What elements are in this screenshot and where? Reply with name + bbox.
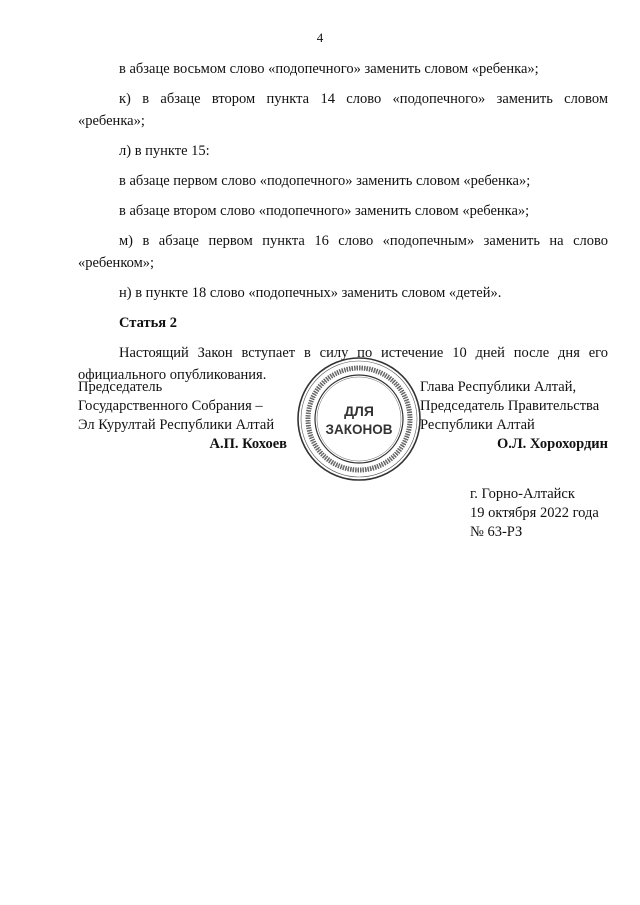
signature-right-line: Председатель Правительства <box>420 398 600 414</box>
paragraph-2: к) в абзаце втором пункта 14 слово «подопечного» заменить словом «ребенка»; <box>78 91 608 129</box>
signature-left-line: Председатель <box>78 379 163 395</box>
stamp-seal <box>296 356 422 482</box>
signature-left-title <box>78 378 274 435</box>
paragraph-4: в абзаце первом слово «подопечного» заменить словом «ребенка»; <box>119 173 531 189</box>
paragraph-5: в абзаце втором слово «подопечного» заменить словом «ребенка»; <box>119 203 530 219</box>
place-line: г. Горно-Алтайск <box>470 486 575 502</box>
law-number-line: № 63-РЗ <box>470 524 523 540</box>
stamp-line2: ЗАКОНОВ <box>325 422 393 437</box>
signature-left-name: А.П. Кохоев <box>209 436 287 452</box>
signature-left-line: Государственного Собрания – <box>78 398 263 414</box>
page-number: 4 <box>316 30 324 45</box>
paragraph-7: н) в пункте 18 слово «подопечных» заменить словом «детей». <box>119 285 502 301</box>
signature-right-line: Глава Республики Алтай, <box>420 379 577 395</box>
place-date-number <box>470 485 599 542</box>
paragraph-3: л) в пункте 15: <box>119 143 210 159</box>
signature-left-line: Эл Курултай Республики Алтай <box>78 417 275 433</box>
date-line: 19 октября 2022 года <box>470 505 599 521</box>
document-body <box>78 58 608 394</box>
signature-right-line: Республики Алтай <box>420 417 535 433</box>
signature-right-title <box>420 378 599 435</box>
paragraph-1: в абзаце восьмом слово «подопечного» заменить словом «ребенка»; <box>119 61 539 77</box>
signature-right-name: О.Л. Хорохордин <box>496 436 608 452</box>
article-heading: Статья 2 <box>119 315 177 331</box>
paragraph-6: м) в абзаце первом пункта 16 слово «подопечным» заменить на слово «ребенком»; <box>78 233 608 271</box>
stamp-line1: ДЛЯ <box>344 403 374 419</box>
article-text: Настоящий Закон вступает в силу по истечение 10 дней после дня его официального опубликования. <box>78 345 608 383</box>
